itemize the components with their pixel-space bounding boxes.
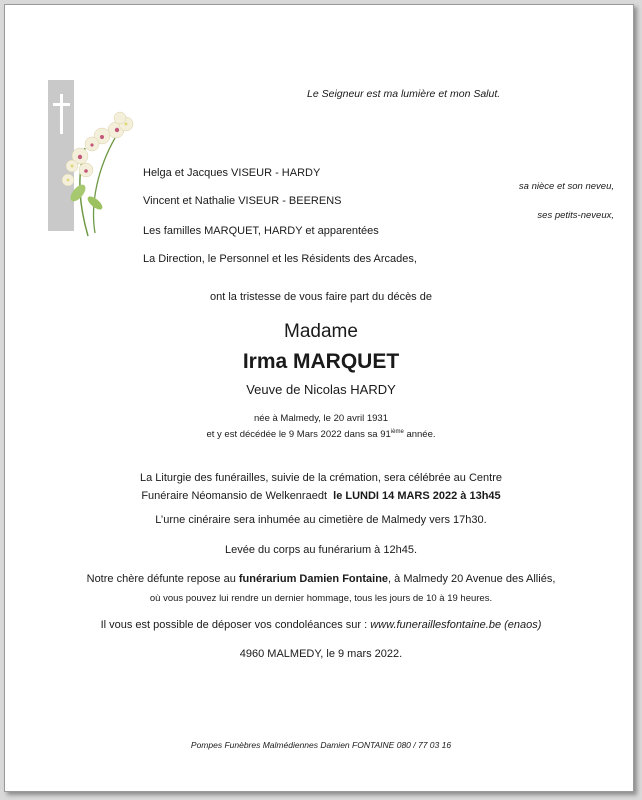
announcement: ont la tristesse de vous faire part du décès de [210,291,432,303]
relation-1: sa nièce et son neveu, [518,181,614,192]
family-line-3: Les familles MARQUET, HARDY et apparentées [143,225,379,237]
family-line-1: Helga et Jacques VISEUR - HARDY [143,167,321,179]
repose-line: Notre chère défunte repose au funérarium Damien Fontaine, à Malmedy 20 Avenue des Alliés, [86,573,556,585]
motto: Le Seigneur est ma lumière et mon Salut. [307,88,501,100]
urn-line: L’urne cinéraire sera inhumée au cimetière de Malmedy vers 17h30. [155,514,487,526]
place-date: 4960 MALMEDY, le 9 mars 2022. [239,648,403,660]
hommage-line: où vous pouvez lui rendre un dernier hommage, tous les jours de 10 à 19 heures. [149,593,493,604]
family-line-2: Vincent et Nathalie VISEUR - BEERENS [143,195,342,207]
deceased-name: Irma MARQUET [242,350,400,373]
title-madame: Madame [284,321,358,342]
death-line: et y est décédée le 9 Mars 2022 dans sa 91ième année. [206,429,436,440]
family-line-4: La Direction, le Personnel et les Résidents des Arcades, [143,253,417,265]
widow-of: Veuve de Nicolas HARDY [246,382,396,397]
levee-line: Levée du corps au funérarium à 12h45. [224,544,418,556]
liturgy-line-1: La Liturgie des funérailles, suivie de la crémation, sera célébrée au Centre [140,472,502,484]
relation-2: ses petits-neveux, [537,210,614,221]
birth-line: née à Malmedy, le 20 avril 1931 [254,413,388,424]
liturgy-line-2: Funéraire Néomansio de Welkenraedt le LUNDI 14 MARS 2022 à 13h45 [141,490,501,502]
condoleances-line: Il vous est possible de déposer vos condoléances sur : www.funeraillesfontaine.be (enaos) [100,619,542,631]
orchid-icon [50,108,145,243]
footer: Pompes Funèbres Malmédiennes Damien FONTAINE 080 / 77 03 16 [190,740,452,750]
condoleances-link[interactable]: www.funeraillesfontaine.be (enaos) [370,619,542,631]
